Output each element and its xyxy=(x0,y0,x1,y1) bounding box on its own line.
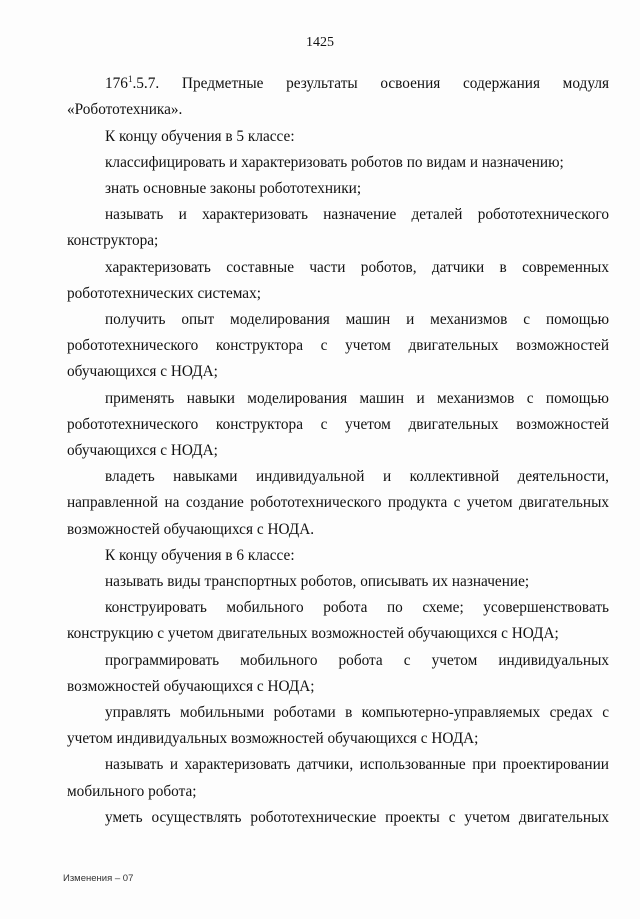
section-number-superscript: 1 xyxy=(127,74,133,84)
list-item: управлять мобильными роботами в компьютерно-управляемых средах с учетом индивидуальных возможностей обучающихся с НОДА; xyxy=(67,703,609,748)
list-item: получить опыт моделирования машин и механизмов с помощью робототехнического конструктора с учетом двигательных возможностей обучающихся с НОДА; xyxy=(67,310,609,381)
page-number: 1425 xyxy=(306,35,334,50)
list-item: называть виды транспортных роботов, описывать их назначение; xyxy=(105,572,530,590)
list-item: уметь осуществлять робототехнические проекты с учетом двигательных xyxy=(105,808,609,826)
section-heading xyxy=(67,66,609,124)
document-body xyxy=(67,66,609,831)
list-item: называть и характеризовать назначение деталей робототехнического конструктора; xyxy=(67,206,609,250)
grade5-intro: К концу обучения в 5 классе: xyxy=(105,127,295,145)
list-item: программировать мобильного робота с учетом индивидуальных возможностей обучающихся с НОДА; xyxy=(67,651,609,695)
list-item: конструировать мобильного робота по схеме; усовершенствовать конструкцию с учетом двигательных возможностей обучающихся с НОДА; xyxy=(67,599,609,643)
grade6-intro: К концу обучения в 6 классе: xyxy=(105,546,295,564)
footer-revision-note: Изменения – 07 xyxy=(63,873,134,884)
section-heading-text: Предметные результаты освоения содержания модуля «Робототехника». xyxy=(67,75,609,119)
list-item: называть и характеризовать датчики, использованные при проектировании мобильного робота; xyxy=(67,756,609,800)
section-number-rest: .5.7. xyxy=(132,75,160,93)
list-item: характеризовать составные части роботов, датчики в современных робототехнических системах; xyxy=(67,258,609,302)
list-item: применять навыки моделирования машин и механизмов с помощью робототехнического конструктора с учетом двигательных возможностей обучающихся с НОДА; xyxy=(67,389,609,459)
list-item: владеть навыками индивидуальной и коллективной деятельности, направленной на создание робототехнического продукта с учетом двигательных возможностей обучающихся с НОДА. xyxy=(67,468,609,538)
list-item: знать основные законы робототехники; xyxy=(105,179,362,197)
list-item: классифицировать и характеризовать роботов по видам и назначению; xyxy=(105,153,564,171)
section-number: 176 xyxy=(105,75,128,93)
